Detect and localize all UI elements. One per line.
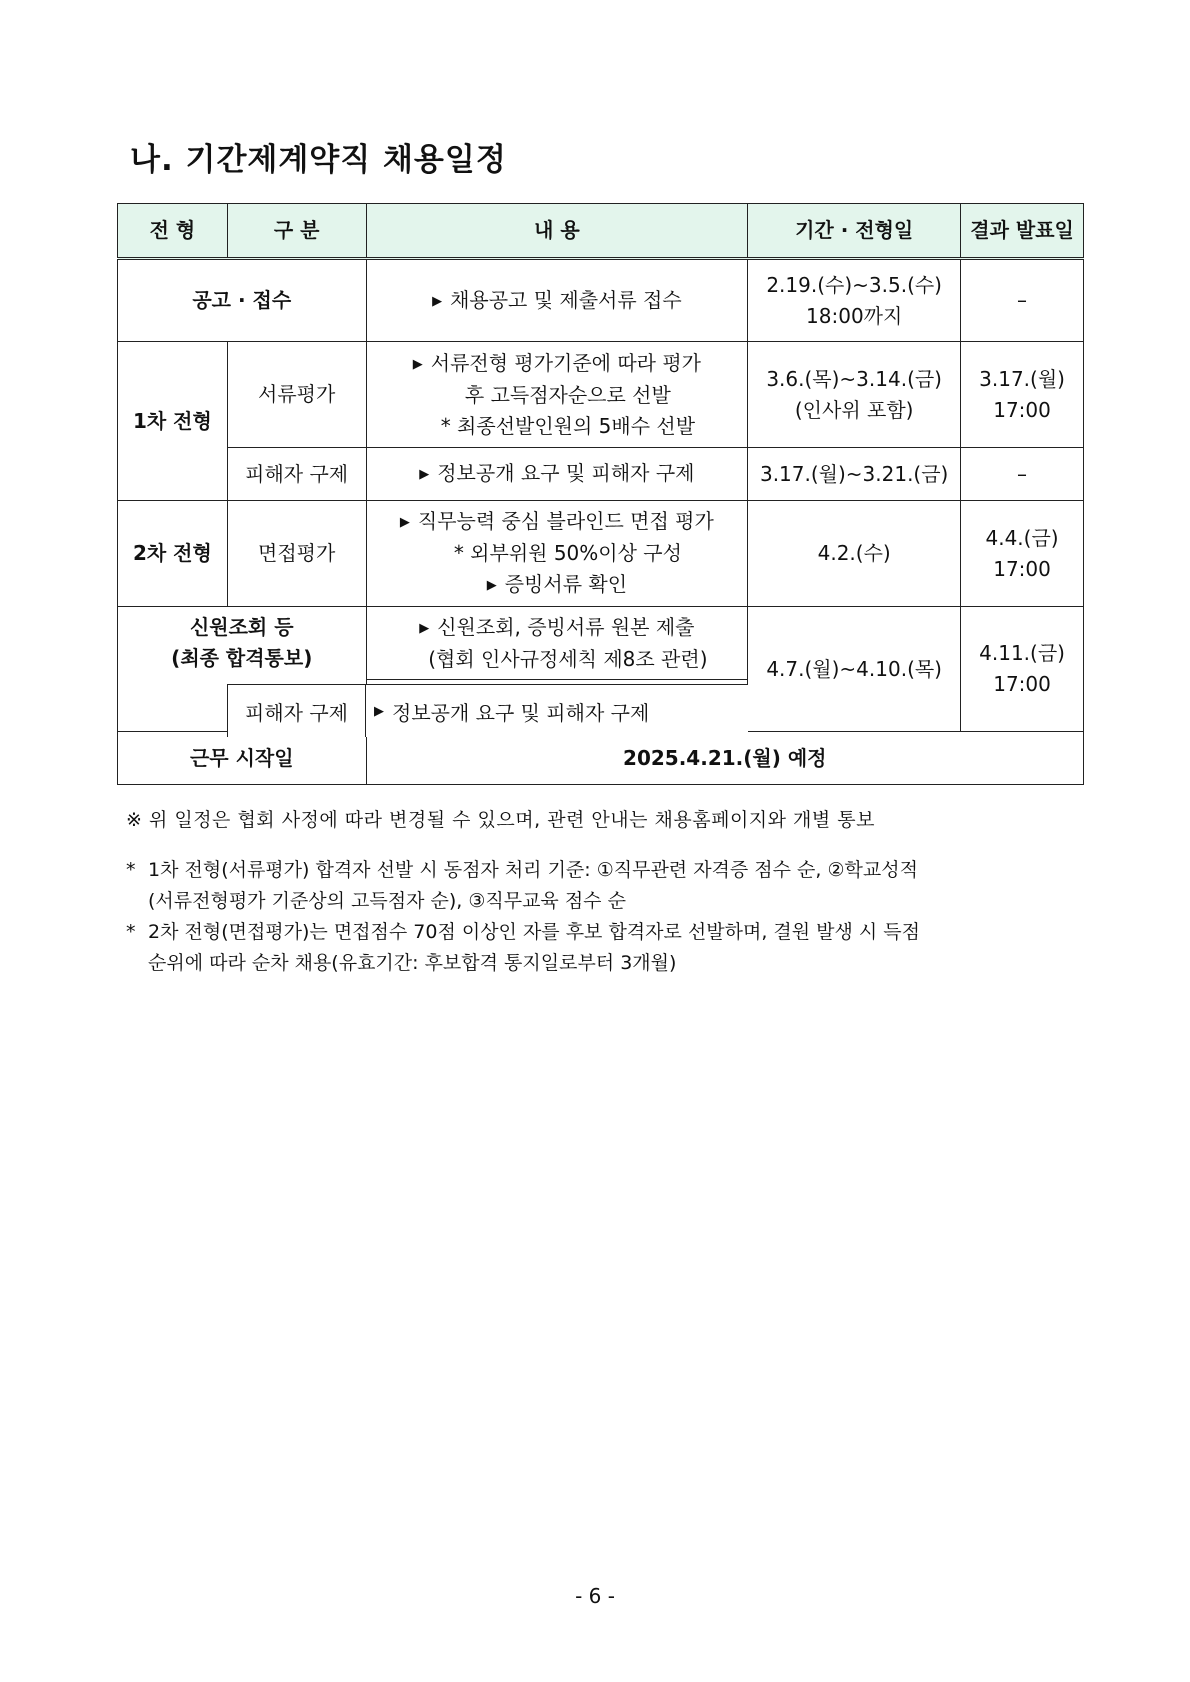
- category-cell: 서류평가: [227, 342, 366, 448]
- table-row: [118, 259, 1084, 342]
- table-row: [118, 732, 1084, 785]
- note-tiebreak: * 1차 전형(서류평가) 합격자 선발 시 동점자 처리 기준: ①직무관련 자격증 점수 순, ②학교성적 (서류전형평가 기준상의 고득점자 순), ③직무교육 점수 순: [126, 859, 918, 912]
- note-candidate: * 2차 전형(면접평가)는 면접점수 70점 이상인 자를 후보 합격자로 선발하며, 결원 발생 시 득점 순위에 따라 순차 채용(유효기간: 후보합격 통지일로부터 3개월): [126, 921, 920, 974]
- category-cell: 면접평가: [227, 501, 366, 607]
- table-header-row: [118, 204, 1084, 259]
- bullet-icon: ▶: [412, 356, 423, 372]
- table-row: [118, 501, 1084, 607]
- result-cell: –: [961, 448, 1084, 501]
- period-cell: 4.2.(수): [748, 501, 961, 607]
- header-period: 기간 · 전형일: [748, 204, 961, 259]
- header-content: 내 용: [366, 204, 748, 259]
- table-row: [118, 607, 1084, 680]
- period-cell: 2.19.(수)~3.5.(수) 18:00까지: [748, 259, 961, 342]
- result-cell: –: [961, 259, 1084, 342]
- list-item: ▶ 증빙서류 확인: [486, 572, 628, 596]
- bullet-icon: ▶: [419, 467, 430, 482]
- list-item: ▶ 신원조회, 증빙서류 원본 제출: [419, 614, 695, 639]
- start-date-value: 2025.4.21.(월) 예정: [366, 732, 1083, 785]
- table-row: [118, 448, 1084, 501]
- period-cell: 3.6.(목)~3.14.(금) (인사위 포함): [748, 342, 961, 448]
- content-cell: ▶ 직무능력 중심 블라인드 면접 평가 * 외부위원 50%이상 구성 ▶ 증빙서류 확인: [366, 501, 748, 607]
- bullet-icon: ▶: [374, 703, 384, 719]
- page-number: - 6 -: [575, 1584, 615, 1608]
- stage-second: 2차 전형: [118, 501, 228, 607]
- list-item: ▶ 직무능력 중심 블라인드 면접 평가: [399, 509, 714, 533]
- section-title: 나. 기간제계약직 채용일정: [130, 142, 507, 178]
- stage-first: 1차 전형: [118, 342, 228, 501]
- start-date-label: 근무 시작일: [118, 732, 367, 785]
- content-cell: [366, 448, 748, 501]
- bullet-icon: ▶: [399, 515, 410, 530]
- table-row: [118, 342, 1084, 448]
- category-cell: 피해자 구제: [227, 685, 366, 737]
- final-relief-row: [227, 684, 748, 737]
- period-cell: 3.17.(월)~3.21.(금): [748, 448, 961, 501]
- result-cell: 3.17.(월) 17:00: [961, 342, 1084, 448]
- header-category: 구 분: [227, 204, 366, 259]
- content-cell: [366, 259, 748, 342]
- list-item: ▶ 서류전형 평가기준에 따라 평가: [412, 350, 701, 375]
- stage-final: 신원조회 등 (최종 합격통보): [118, 607, 367, 732]
- content-cell: ▶ 서류전형 평가기준에 따라 평가 후 고득점자순으로 선발 * 최종선발인원의 5배수 선발: [366, 342, 748, 448]
- bullet-icon: ▶: [432, 293, 443, 309]
- list-item: ▶ 채용공고 및 제출서류 접수: [432, 287, 682, 312]
- result-cell: 4.11.(금) 17:00: [961, 607, 1084, 732]
- bullet-icon: ▶: [486, 578, 497, 593]
- stage-announcement: 공고 · 접수: [118, 259, 367, 342]
- header-result: 결과 발표일: [961, 204, 1084, 259]
- schedule-change-note: ※ 위 일정은 협회 사정에 따라 변경될 수 있으며, 관련 안내는 채용홈페이지와 개별 통보: [126, 809, 876, 831]
- category-cell: 피해자 구제: [227, 448, 366, 501]
- header-stage: 전 형: [118, 204, 228, 259]
- period-cell: 4.7.(월)~4.10.(목): [748, 607, 961, 732]
- content-cell: ▶ 정보공개 요구 및 피해자 구제: [366, 685, 748, 737]
- list-item: ▶ 정보공개 요구 및 피해자 구제: [419, 461, 695, 485]
- content-cell: ▶ 신원조회, 증빙서류 원본 제출 (협회 인사규정세칙 제8조 관련): [366, 607, 748, 680]
- bullet-icon: ▶: [419, 620, 430, 636]
- result-cell: 4.4.(금) 17:00: [961, 501, 1084, 607]
